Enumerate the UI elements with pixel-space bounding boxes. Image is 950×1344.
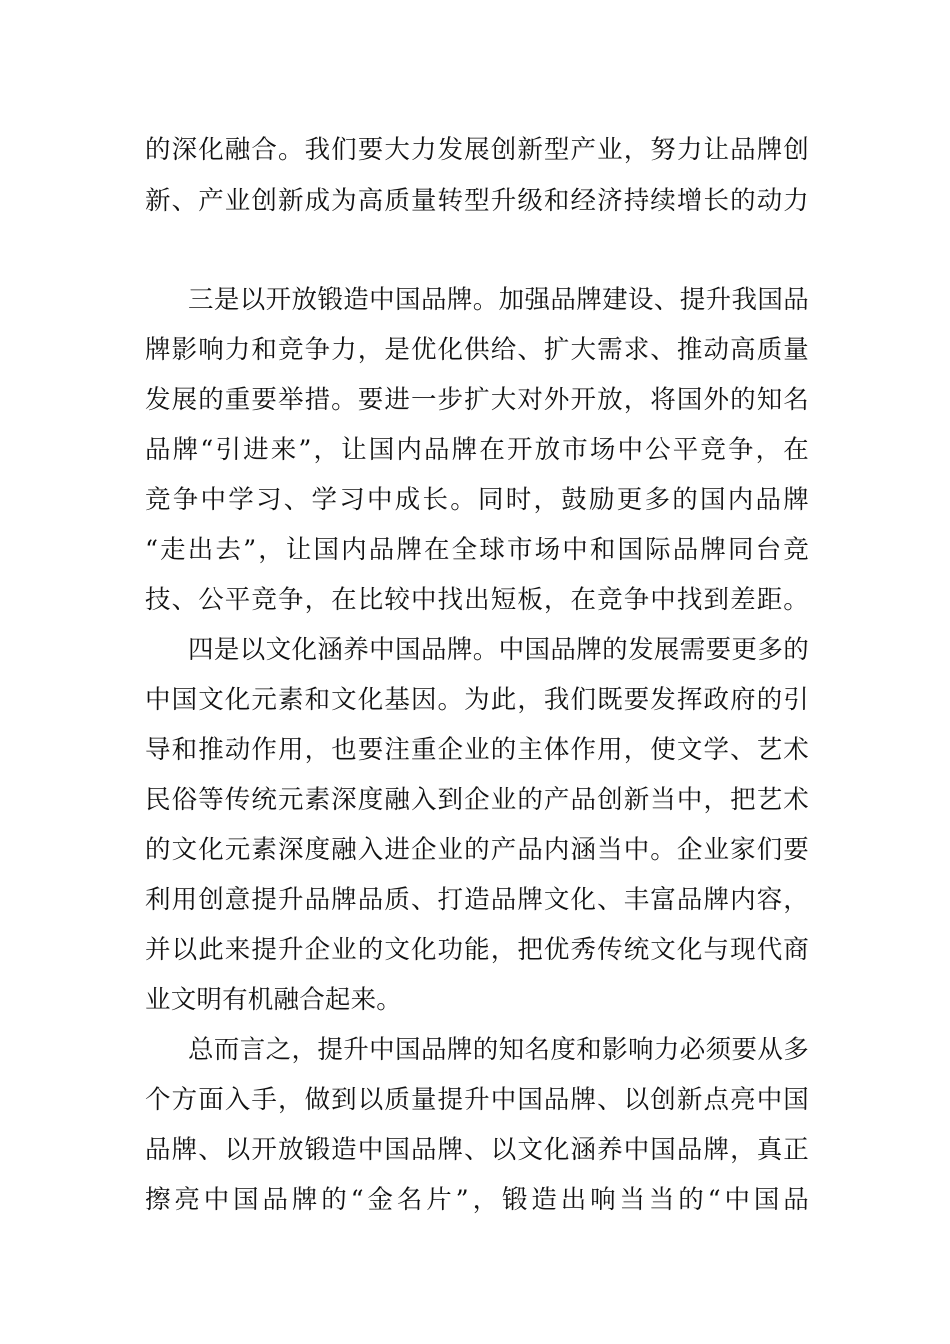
text-line: 总而言之，提升中国品牌的知名度和影响力必须要从多 (188, 1035, 809, 1065)
text-line: 牌影响力和竞争力，是优化供给、扩大需求、推动高质量 (145, 335, 809, 365)
text-line: 的文化元素深度融入进企业的产品内涵当中。企业家们要 (145, 835, 809, 865)
text-line: 发展的重要举措。要进一步扩大对外开放，将国外的知名 (145, 385, 809, 415)
text-line: 四是以文化涵养中国品牌。中国品牌的发展需要更多的 (188, 635, 809, 665)
text-line: 技、公平竞争，在比较中找出短板，在竞争中找到差距。 (145, 585, 809, 615)
text-line: 中国文化元素和文化基因。为此，我们既要发挥政府的引 (145, 685, 809, 715)
text-line: 新、产业创新成为高质量转型升级和经济持续增长的动力 (145, 186, 809, 216)
text-line: 民俗等传统元素深度融入到企业的产品创新当中，把艺术 (145, 785, 809, 815)
text-line: 业文明有机融合起来。 (145, 985, 403, 1015)
text-line: “走出去”，让国内品牌在全球市场中和国际品牌同台竞 (145, 535, 809, 565)
text-line: 三是以开放锻造中国品牌。加强品牌建设、提升我国品 (188, 285, 809, 315)
text-line: 品牌“引进来”，让国内品牌在开放市场中公平竞争，在 (145, 435, 809, 465)
text-line: 个方面入手，做到以质量提升中国品牌、以创新点亮中国 (145, 1085, 809, 1115)
text-line: 导和推动作用，也要注重企业的主体作用，使文学、艺术 (145, 735, 809, 765)
text-line: 品牌、以开放锻造中国品牌、以文化涵养中国品牌，真正 (145, 1135, 809, 1165)
text-line: 竞争中学习、学习中成长。同时，鼓励更多的国内品牌 (145, 485, 809, 515)
text-line: 的深化融合。我们要大力发展创新型产业，努力让品牌创 (145, 135, 809, 165)
text-line: 擦亮中国品牌的“金名片”，锻造出响当当的“中国品 (145, 1185, 809, 1215)
text-line: 利用创意提升品牌品质、打造品牌文化、丰富品牌内容， (145, 885, 809, 915)
text-line: 并以此来提升企业的文化功能，把优秀传统文化与现代商 (145, 935, 809, 965)
